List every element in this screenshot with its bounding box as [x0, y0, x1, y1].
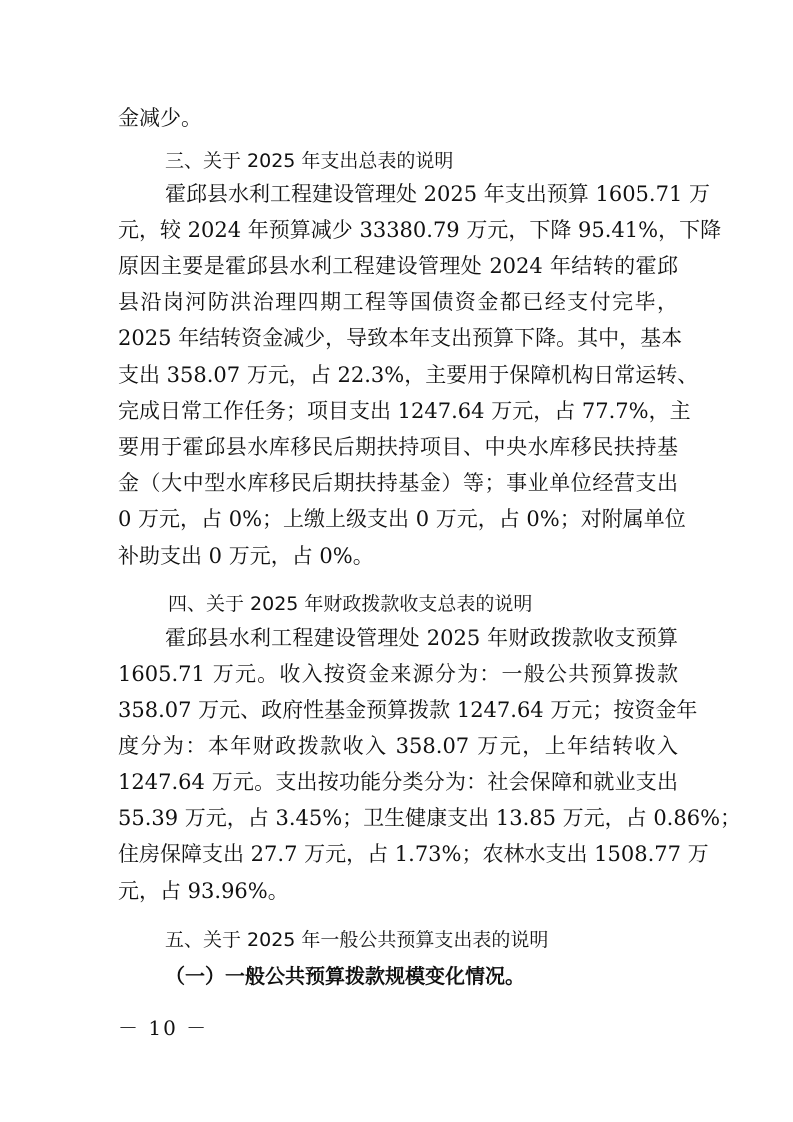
text-line: 55.39 万元，占 3.45%；卫生健康支出 13.85 万元，占 0.86%；: [118, 806, 742, 830]
page-number: － 10 －: [118, 1016, 209, 1040]
text-line: 358.07 万元、政府性基金预算拨款 1247.64 万元；按资金年: [118, 698, 698, 722]
text-line: 要用于霍邱县水库移民后期扶持项目、中央水库移民扶持基: [118, 435, 678, 459]
text-line: 度分为：本年财政拨款收入 358.07 万元，上年结转收入: [118, 734, 678, 758]
section-heading-3: 三、关于 2025 年支出总表的说明: [165, 150, 454, 172]
text-line: 完成日常工作任务；项目支出 1247.64 万元，占 77.7%，主: [118, 399, 691, 423]
text-line: 0 万元，占 0%；上缴上级支出 0 万元，占 0%；对附属单位: [118, 507, 686, 531]
text-line: 住房保障支出 27.7 万元，占 1.73%；农林水支出 1508.77 万: [118, 842, 709, 866]
text-line: 1247.64 万元。支出按功能分类分为：社会保障和就业支出: [118, 770, 678, 794]
text-line: 县沿岗河防洪治理四期工程等国债资金都已经支付完毕，: [118, 290, 678, 314]
text-line: 1605.71 万元。收入按资金来源分为：一般公共预算拨款: [118, 662, 678, 686]
text-line: 金减少。: [118, 106, 202, 130]
text-line: 金（大中型水库移民后期扶持基金）等；事业单位经营支出: [118, 471, 678, 495]
text-line: 2025 年结转资金减少，导致本年支出预算下降。其中，基本: [118, 326, 683, 350]
text-line: 原因主要是霍邱县水利工程建设管理处 2024 年结转的霍邱: [118, 254, 678, 278]
subsection-heading: （一）一般公共预算拨款规模变化情况。: [165, 964, 525, 988]
text-line: 霍邱县水利工程建设管理处 2025 年财政拨款收支预算: [165, 626, 678, 650]
section-heading-4: 四、关于 2025 年财政拨款收支总表的说明: [168, 593, 533, 615]
text-line: 补助支出 0 万元，占 0%。: [118, 544, 374, 568]
text-line: 支出 358.07 万元，占 22.3%，主要用于保障机构日常运转、: [118, 363, 699, 387]
text-line: 霍邱县水利工程建设管理处 2025 年支出预算 1605.71 万: [165, 182, 710, 206]
section-heading-5: 五、关于 2025 年一般公共预算支出表的说明: [165, 929, 549, 951]
text-line: 元，占 93.96%。: [118, 879, 289, 903]
text-line: 元，较 2024 年预算减少 33380.79 万元，下降 95.41%，下降: [118, 218, 722, 242]
